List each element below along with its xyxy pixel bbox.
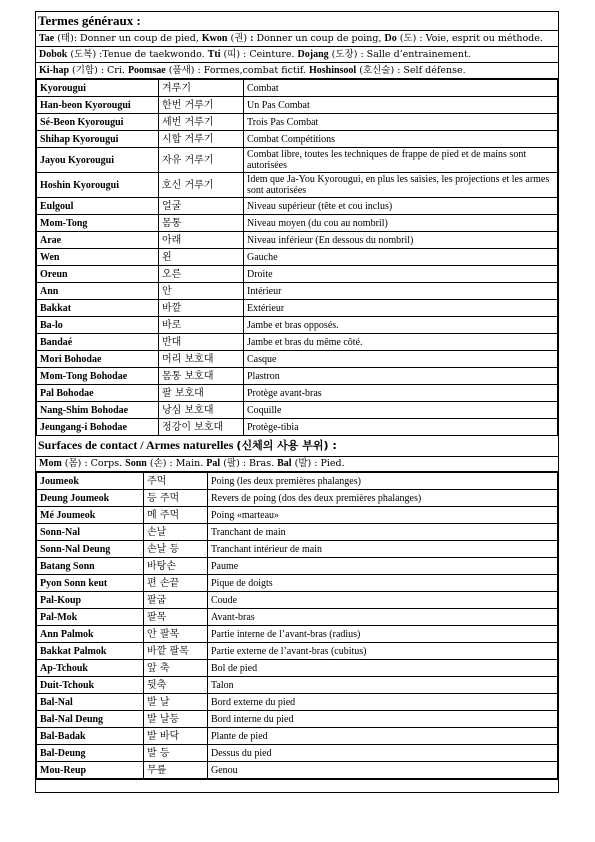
korean-cell: 바깥 팔목	[144, 643, 208, 660]
korean-cell: 발 등	[144, 745, 208, 762]
definition-cell: Niveau inférieur (En dessous du nombril)	[244, 232, 558, 249]
korean-cell: 몸통 보호대	[159, 368, 244, 385]
contact-intro-line	[36, 456, 558, 472]
term-cell: Duit-Tchouk	[37, 677, 144, 694]
intro-line-2	[36, 47, 558, 63]
korean-cell: 메 주먹	[144, 507, 208, 524]
table-row	[37, 677, 558, 694]
table-row	[37, 232, 558, 249]
definition-cell: Droite	[244, 266, 558, 283]
term-cell: Jayou Kyorougui	[37, 148, 159, 173]
table-row	[37, 173, 558, 198]
table-row	[37, 745, 558, 762]
table-row	[37, 541, 558, 558]
definition-cell: Plante de pied	[208, 728, 558, 745]
definition-cell: Combat	[244, 80, 558, 97]
definition-cell: Jambe et bras du même côté.	[244, 334, 558, 351]
term-label: Pal	[206, 458, 221, 469]
definition-cell: Bord externe du pied	[208, 694, 558, 711]
definition-cell: Poing «marteau»	[208, 507, 558, 524]
table-row	[37, 402, 558, 419]
term-cell: Bandaé	[37, 334, 159, 351]
table-row	[37, 266, 558, 283]
term-label: Kwon	[201, 32, 228, 44]
table-row	[37, 131, 558, 148]
definition-cell: Jambe et bras opposés.	[244, 317, 558, 334]
table-row	[37, 643, 558, 660]
definition-cell: Casque	[244, 351, 558, 368]
table-row	[37, 80, 558, 97]
term-cell: Jeungang-i Bohodae	[37, 419, 159, 436]
definition-cell: Partie externe de l’avant-bras (cubitus)	[208, 643, 558, 660]
term-cell: Kyorougui	[37, 80, 159, 97]
table-row	[37, 97, 558, 114]
term-label: Mom	[39, 458, 62, 469]
term-cell: Pyon Sonn keut	[37, 575, 144, 592]
term-cell: Joumeok	[37, 473, 144, 490]
korean-cell: 무릎	[144, 762, 208, 779]
term-cell: Mé Joumeok	[37, 507, 144, 524]
term-cell: Batang Sonn	[37, 558, 144, 575]
table-row	[37, 385, 558, 402]
korean-cell: 몸통	[159, 215, 244, 232]
korean-cell: 편 손끝	[144, 575, 208, 592]
definition-cell: Dessus du pied	[208, 745, 558, 762]
table-row	[37, 728, 558, 745]
korean-cell: 왼	[159, 249, 244, 266]
term-description: (권)	[227, 32, 251, 44]
term-label: Tti	[207, 48, 221, 60]
term-cell: Bal-Deung	[37, 745, 144, 762]
korean-cell: 정강이 보호대	[159, 419, 244, 436]
term-description: (띠) : Ceinture.	[220, 48, 298, 60]
term-cell: Mou-Reup	[37, 762, 144, 779]
table-footer-space	[36, 779, 558, 792]
table-row	[37, 419, 558, 436]
definition-cell: Coude	[208, 592, 558, 609]
korean-cell: 앞 축	[144, 660, 208, 677]
definition-cell: Tranchant intérieur de main	[208, 541, 558, 558]
korean-cell: 팔목	[144, 609, 208, 626]
table-row	[37, 626, 558, 643]
table-row	[37, 711, 558, 728]
korean-cell: 바탕손	[144, 558, 208, 575]
term-label: Bal	[277, 458, 292, 469]
definition-cell: Protège avant-bras	[244, 385, 558, 402]
term-description: (호신술) : Self défense.	[356, 64, 466, 76]
term-cell: Ann	[37, 283, 159, 300]
definition-cell: Niveau supérieur (tête et cou inclus)	[244, 198, 558, 215]
korean-cell: 얼굴	[159, 198, 244, 215]
term-cell: Deung Joumeok	[37, 490, 144, 507]
korean-cell: 등 주먹	[144, 490, 208, 507]
table-row	[37, 300, 558, 317]
korean-cell: 바로	[159, 317, 244, 334]
korean-cell: 겨루기	[159, 80, 244, 97]
definition-cell: Niveau moyen (du cou au nombril)	[244, 215, 558, 232]
table-row	[37, 351, 558, 368]
term-label: Do	[384, 32, 397, 44]
table-row	[37, 575, 558, 592]
section2-title-korean: (신체의 사용 부위) :	[236, 439, 337, 452]
table-row	[37, 490, 558, 507]
definition-cell: Partie interne de l’avant-bras (radius)	[208, 626, 558, 643]
korean-cell: 오른	[159, 266, 244, 283]
table-row	[37, 317, 558, 334]
term-cell: Wen	[37, 249, 159, 266]
term-cell: Mom-Tong Bohodae	[37, 368, 159, 385]
table-row	[37, 114, 558, 131]
definition-cell: Extérieur	[244, 300, 558, 317]
korean-cell: 주먹	[144, 473, 208, 490]
term-label: Hoshinsool	[308, 64, 357, 76]
intro-line-3	[36, 63, 558, 79]
term-label: Ki-hap	[39, 64, 70, 76]
term-cell: Ann Palmok	[37, 626, 144, 643]
term-cell: Pal-Koup	[37, 592, 144, 609]
korean-cell: 팔굽	[144, 592, 208, 609]
term-cell: Bal-Nal	[37, 694, 144, 711]
korean-cell: 머리 보호대	[159, 351, 244, 368]
korean-cell: 팔 보호대	[159, 385, 244, 402]
korean-cell: 발 날	[144, 694, 208, 711]
korean-cell: 아래	[159, 232, 244, 249]
term-description: (손) : Main.	[146, 458, 207, 469]
general-terms-table	[36, 79, 558, 436]
term-cell: Arae	[37, 232, 159, 249]
term-description: (도장) : Salle d’entrainement.	[328, 48, 471, 60]
term-description: (태): Donner un coup de pied,	[54, 32, 202, 44]
term-cell: Oreun	[37, 266, 159, 283]
term-cell: Sonn-Nal Deung	[37, 541, 144, 558]
intro-line-1	[36, 31, 558, 47]
definition-cell: Un Pas Combat	[244, 97, 558, 114]
definition-cell: Poing (les deux premières phalanges)	[208, 473, 558, 490]
definition-cell: Idem que Ja-You Kyorougui, en plus les saisies, les projections et les armes sont autorisées	[244, 173, 558, 198]
definition-cell: Coquille	[244, 402, 558, 419]
table-row	[37, 762, 558, 779]
korean-cell: 세번 거루기	[159, 114, 244, 131]
term-cell: Bal-Badak	[37, 728, 144, 745]
term-cell: Ba-lo	[37, 317, 159, 334]
definition-cell: Paume	[208, 558, 558, 575]
term-cell: Hoshin Kyorougui	[37, 173, 159, 198]
definition-cell: Intérieur	[244, 283, 558, 300]
term-description: (팔) : Bras.	[220, 458, 278, 469]
term-description: (발) : Pied.	[291, 458, 345, 469]
table-row	[37, 524, 558, 541]
korean-cell: 발 바닥	[144, 728, 208, 745]
definition-cell: Bol de pied	[208, 660, 558, 677]
term-label: Sonn	[125, 458, 147, 469]
term-cell: Bal-Nal Deung	[37, 711, 144, 728]
term-description: (품새) : Formes,combat fictif.	[165, 64, 309, 76]
section-title-contact-surfaces	[36, 436, 558, 456]
korean-cell: 반대	[159, 334, 244, 351]
korean-cell: 자유 거루기	[159, 148, 244, 173]
term-label: Poomsae	[127, 64, 166, 76]
definition-cell: Avant-bras	[208, 609, 558, 626]
term-description: (도복) :Tenue de taekwondo.	[67, 48, 208, 60]
term-cell: Eulgoul	[37, 198, 159, 215]
term-label: Dobok	[39, 48, 68, 60]
definition-cell: Revers de poing (dos des deux premières phalanges)	[208, 490, 558, 507]
term-cell: Bakkat	[37, 300, 159, 317]
section2-title-text: Surfaces de contact / Armes naturelles	[38, 438, 234, 452]
korean-cell: 손날 등	[144, 541, 208, 558]
term-cell: Shihap Kyorougui	[37, 131, 159, 148]
korean-cell: 낭심 보호대	[159, 402, 244, 419]
term-label: Tae	[39, 32, 55, 44]
term-description: Donner un coup de poing,	[253, 32, 385, 44]
table-row	[37, 592, 558, 609]
section-title-general-terms: Termes généraux :	[36, 12, 558, 31]
table-row	[37, 215, 558, 232]
definition-cell: Gauche	[244, 249, 558, 266]
definition-cell: Combat libre, toutes les techniques de frappe de pied et de mains sont autorisées	[244, 148, 558, 173]
term-cell: Bakkat Palmok	[37, 643, 144, 660]
contact-surfaces-table	[36, 472, 558, 779]
korean-cell: 뒷축	[144, 677, 208, 694]
term-cell: Han-beon Kyorougui	[37, 97, 159, 114]
table-row	[37, 283, 558, 300]
table-row	[37, 507, 558, 524]
definition-cell: Combat Compétitions	[244, 131, 558, 148]
table-row	[37, 249, 558, 266]
korean-cell: 안	[159, 283, 244, 300]
term-cell: Sonn-Nal	[37, 524, 144, 541]
definition-cell: Talon	[208, 677, 558, 694]
table-row	[37, 198, 558, 215]
definition-cell: Bord interne du pied	[208, 711, 558, 728]
table-row	[37, 558, 558, 575]
korean-cell: 안 팔목	[144, 626, 208, 643]
definition-cell: Tranchant de main	[208, 524, 558, 541]
term-description: (도) : Voie, esprit ou méthode.	[396, 32, 543, 44]
term-cell: Sé-Beon Kyorougui	[37, 114, 159, 131]
table-row	[37, 473, 558, 490]
term-description: (몸) : Corps.	[61, 458, 126, 469]
term-description: (기합) : Cri.	[69, 64, 128, 76]
term-cell: Mom-Tong	[37, 215, 159, 232]
definition-cell: Pique de doigts	[208, 575, 558, 592]
korean-cell: 호신 거루기	[159, 173, 244, 198]
korean-cell: 한번 거루기	[159, 97, 244, 114]
table-row	[37, 334, 558, 351]
term-cell: Mori Bohodae	[37, 351, 159, 368]
korean-cell: 바깥	[159, 300, 244, 317]
term-label: Dojang	[297, 48, 329, 60]
definition-cell: Protège-tibia	[244, 419, 558, 436]
term-label: :	[250, 32, 254, 44]
table-row	[37, 148, 558, 173]
korean-cell: 시합 거루기	[159, 131, 244, 148]
korean-cell: 발 날등	[144, 711, 208, 728]
table-row	[37, 609, 558, 626]
definition-cell: Trois Pas Combat	[244, 114, 558, 131]
korean-cell: 손날	[144, 524, 208, 541]
definition-cell: Genou	[208, 762, 558, 779]
term-cell: Ap-Tchouk	[37, 660, 144, 677]
term-cell: Pal-Mok	[37, 609, 144, 626]
table-row	[37, 660, 558, 677]
table-row	[37, 694, 558, 711]
document-sheet	[35, 11, 559, 793]
term-cell: Pal Bohodae	[37, 385, 159, 402]
definition-cell: Plastron	[244, 368, 558, 385]
term-cell: Nang-Shim Bohodae	[37, 402, 159, 419]
table-row	[37, 368, 558, 385]
